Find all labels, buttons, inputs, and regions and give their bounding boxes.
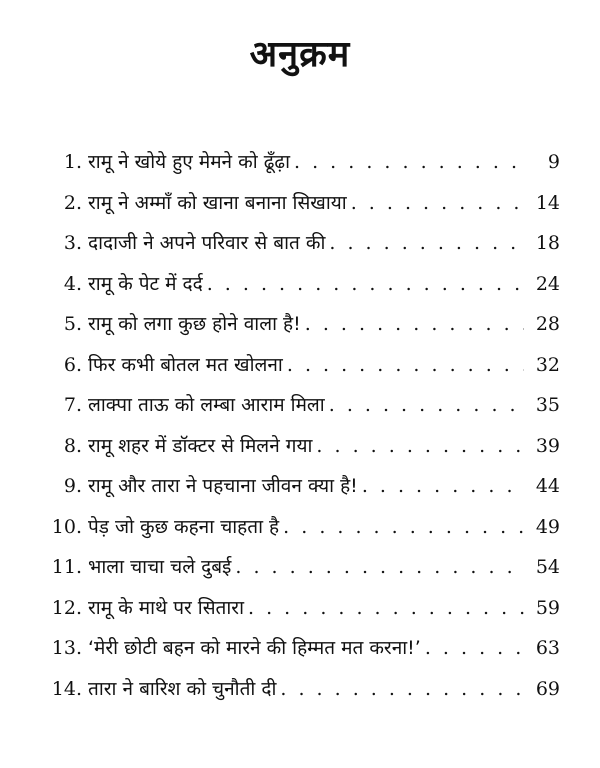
dot-leader [351,183,524,224]
toc-entry-title: पेड़ जो कुछ कहना चाहता है [88,515,280,538]
dot-leader [235,547,524,588]
toc-entry-number: 1. [63,151,82,173]
dot-leader [329,385,524,426]
toc-entry-page: 9 [547,151,560,173]
toc-entry-number: 8. [63,434,82,457]
toc-entry-title: रामू शहर में डॉक्टर से मिलने गया [88,434,313,457]
dot-leader [283,507,524,548]
toc-entry-title: भाला चाचा चले दुबई [88,556,232,578]
toc-entry-title: रामू के पेट में दर्द [88,272,203,295]
toc-entry-page: 39 [535,434,560,457]
toc-entry-number: 12. [51,596,82,619]
toc-entry [40,264,560,305]
toc-entry-number: 11. [51,556,82,578]
toc-entry-page: 49 [535,515,560,538]
toc-entry-title: ‘मेरी छोटी बहन को मारने की हिम्मत मत करना!’ [88,637,421,659]
toc-entry-page: 59 [535,596,560,619]
toc-entry-number: 6. [63,353,82,376]
toc-entry-number: 5. [63,313,82,335]
toc-entry-page: 18 [535,232,560,254]
toc-entry [40,142,560,183]
toc-entry [40,385,560,426]
toc-entry-page: 32 [535,353,560,376]
toc-entry-title: तारा ने बारिश को चुनौती दी [88,677,277,700]
toc-entry-number: 2. [63,191,82,214]
toc-entry [40,628,560,669]
dot-leader [316,426,524,467]
toc-entry [40,304,560,345]
toc-entry [40,183,560,224]
toc-entry-page: 69 [535,677,560,700]
toc-entry-title: रामू के माथे पर सितारा [88,596,244,619]
dot-leader [329,223,524,264]
dot-leader [362,466,524,507]
toc-entry-number: 3. [63,232,82,254]
page-title: अनुक्रम [249,34,351,75]
toc-entry-page: 35 [535,394,560,416]
toc-entry-number: 13. [51,637,82,659]
toc-entry [40,669,560,710]
toc-entry-page: 24 [535,272,560,295]
dot-leader [280,669,524,710]
toc-entry-number: 10. [51,515,82,538]
toc-entry [40,466,560,507]
dot-leader [207,264,524,305]
toc-entry-page: 14 [535,191,560,214]
toc-entry [40,223,560,264]
toc-entry-title: रामू ने खोये हुए मेमने को ढूँढ़ा [88,151,291,173]
table-of-contents [40,142,560,709]
toc-entry-title: लाक्पा ताऊ को लम्बा आराम मिला [88,394,325,416]
dot-leader [305,304,524,345]
toc-entry-number: 4. [63,272,82,295]
dot-leader [287,345,524,386]
toc-entry [40,588,560,629]
toc-entry-page: 44 [535,475,560,497]
toc-entry [40,345,560,386]
toc-entry-title: रामू और तारा ने पहचाना जीवन क्या है! [88,475,358,497]
toc-entry-number: 7. [63,394,82,416]
toc-entry-page: 28 [535,313,560,335]
toc-entry-title: रामू ने अम्माँ को खाना बनाना सिखाया [88,191,347,214]
toc-entry-title: फिर कभी बोतल मत खोलना [88,353,283,376]
toc-entry [40,507,560,548]
toc-entry-title: रामू को लगा कुछ होने वाला है! [88,313,301,335]
toc-entry-number: 9. [63,475,82,497]
toc-entry [40,426,560,467]
toc-entry-title: दादाजी ने अपने परिवार से बात की [88,232,326,254]
toc-entry-page: 54 [535,556,560,578]
dot-leader [294,142,524,183]
toc-entry-number: 14. [51,677,82,700]
toc-entry [40,547,560,588]
toc-entry-page: 63 [535,637,560,659]
dot-leader [425,628,524,669]
dot-leader [248,588,524,629]
